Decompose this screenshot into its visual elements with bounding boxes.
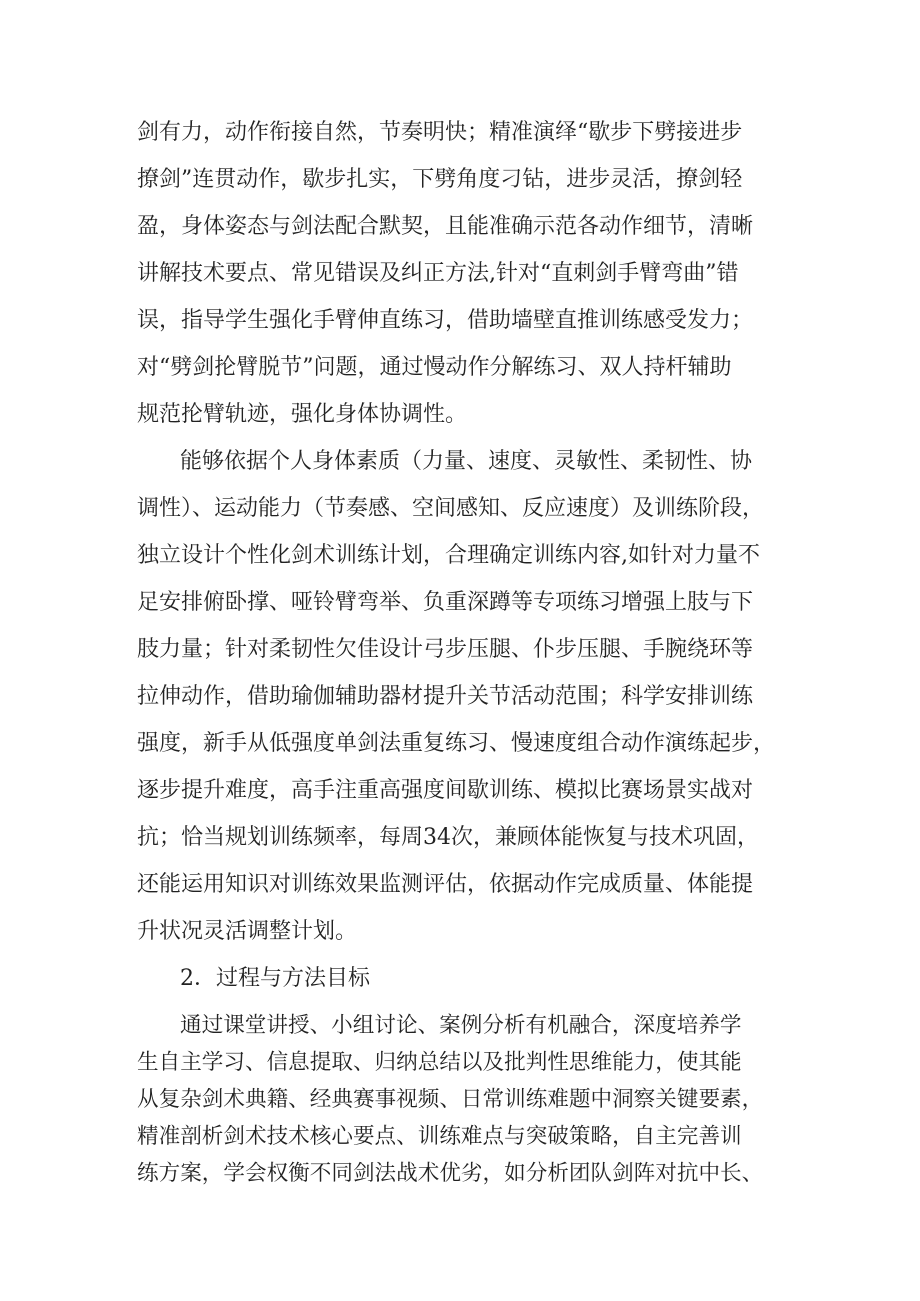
paragraph-1-line-1: 剑有力，动作衔接自然，节奏明快；精准演绎“歇步下劈接进步 — [137, 120, 743, 145]
paragraph-2-line-5: 肢力量；针对柔韧性欠佳设计弓步压腿、仆步压腿、手腕绕环等 — [137, 637, 754, 662]
paragraph-1-line-7: 规范抡臂轨迹，强化身体协调性。 — [137, 402, 468, 427]
paragraph-2-line-2: 调性）、运动能力（节奏感、空间感知、反应速度）及训练阶段， — [137, 496, 765, 521]
paragraph-2-line-4: 足安排俯卧撑、哑铃臂弯举、负重深蹲等专项练习增强上肢与下 — [137, 590, 754, 615]
paragraph-1-line-3: 盈，身体姿态与剑法配合默契，且能准确示范各动作细节，清晰 — [137, 214, 754, 239]
paragraph-2-line-11: 升状况灵活调整计划。 — [137, 919, 358, 944]
paragraph-2-line-10: 还能运用知识对训练效果监测评估，依据动作完成质量、体能提 — [137, 872, 754, 897]
paragraph-2-line-3: 独立设计个性化剑术训练计划，合理确定训练内容,如针对力量不 — [137, 543, 760, 568]
paragraph-2-line-7: 强度，新手从低强度单剑法重复练习、慢速度组合动作演练起步， — [137, 731, 776, 756]
paragraph-3-line-1: 通过课堂讲授、小组讨论、案例分析有机融合，深度培养学 — [180, 1013, 742, 1038]
paragraph-1-line-5: 误，指导学生强化手臂伸直练习，借助墙壁直推训练感受发力； — [137, 308, 754, 333]
section-heading: 2．过程与方法目标 — [180, 966, 370, 991]
paragraph-1-line-6: 对“劈剑抡臂脱节”问题，通过慢动作分解练习、双人持杆辅助 — [137, 355, 732, 380]
paragraph-2-line-8: 逐步提升难度，高手注重高强度间歇训练、模拟比赛场景实战对 — [137, 778, 754, 803]
paragraph-2-line-6: 拉伸动作，借助瑜伽辅助器材提升关节活动范围；科学安排训练 — [137, 684, 754, 709]
paragraph-2-line-1: 能够依据个人身体素质（力量、速度、灵敏性、柔韧性、协 — [180, 449, 753, 474]
paragraph-3-line-3: 从复杂剑术典籍、经典赛事视频、日常训练难题中洞察关键要素， — [137, 1087, 764, 1112]
paragraph-3-line-2: 生自主学习、信息提取、归纳总结以及批判性思维能力，使其能 — [137, 1050, 742, 1075]
paragraph-3-line-5: 练方案，学会权衡不同剑法战术优劣，如分析团队剑阵对抗中长、 — [137, 1161, 764, 1186]
paragraph-1-line-4: 讲解技术要点、常见错误及纠正方法,针对“直刺剑手臂弯曲”错 — [137, 261, 739, 286]
paragraph-3-line-4: 精准剖析剑术技术核心要点、训练难点与突破策略，自主完善训 — [137, 1124, 742, 1149]
paragraph-2-line-9: 抗；恰当规划训练频率，每周34次，兼顾体能恢复与技术巩固， — [137, 825, 759, 850]
paragraph-1-line-2: 撩剑”连贯动作，歇步扎实，下劈角度刁钻，进步灵活，撩剑轻 — [137, 167, 743, 192]
